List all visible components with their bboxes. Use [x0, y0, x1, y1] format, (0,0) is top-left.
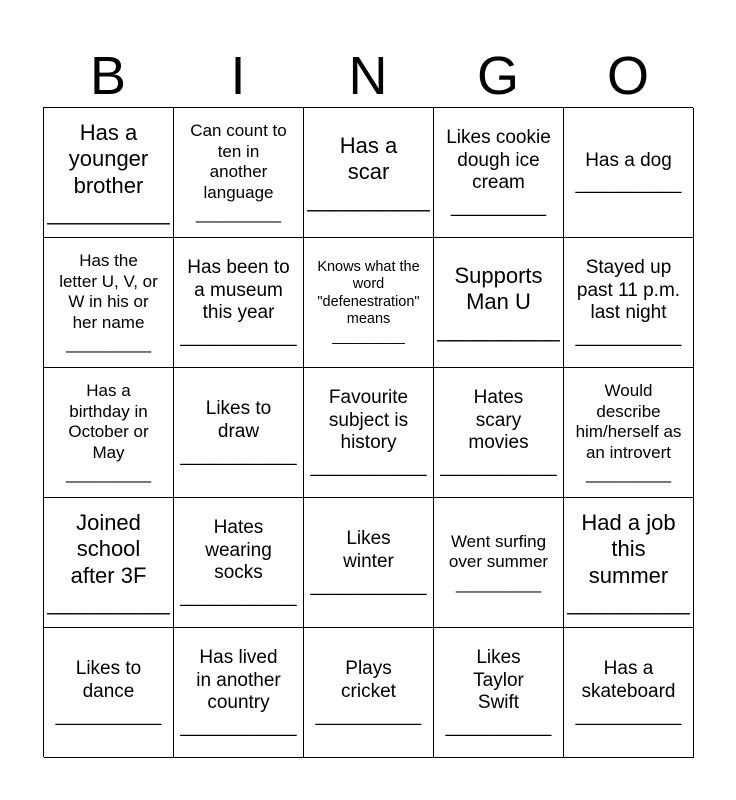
- bingo-cell[interactable]: [174, 368, 304, 498]
- cell-text: Likes to dance: [75, 658, 142, 703]
- bingo-cell[interactable]: [304, 628, 434, 758]
- cell-text: Has lived in another country: [196, 646, 281, 714]
- cell-text: Stayed up past 11 p.m. last night: [576, 256, 681, 324]
- cell-blank-line: __________: [575, 326, 682, 348]
- bingo-cell[interactable]: [174, 238, 304, 368]
- cell-blank-line: __________: [307, 186, 430, 212]
- cell-text: Has a skateboard: [581, 658, 676, 703]
- cell-blank-line: __________: [47, 589, 170, 615]
- bingo-cell[interactable]: [44, 238, 174, 368]
- cell-blank-line: __________: [437, 316, 560, 342]
- cell-text: Knows what the word "defenestration" means: [317, 258, 420, 327]
- bingo-cell[interactable]: [564, 368, 694, 498]
- cell-blank-line: __________: [575, 173, 682, 195]
- bingo-cell[interactable]: [174, 628, 304, 758]
- bingo-cell[interactable]: [434, 498, 564, 628]
- cell-text: Likes cookie dough ice cream: [446, 126, 551, 194]
- cell-blank-line: _________: [65, 333, 152, 353]
- cell-blank-line: ___________: [310, 456, 427, 478]
- cell-blank-line: _________: [450, 196, 547, 218]
- bingo-cell[interactable]: [304, 238, 434, 368]
- bingo-cell[interactable]: [44, 628, 174, 758]
- cell-text: Has been to a museum this year: [187, 256, 290, 324]
- bingo-cell[interactable]: [44, 498, 174, 628]
- cell-text: Likes to draw: [205, 398, 272, 443]
- cell-text: Had a job this summer: [581, 509, 676, 588]
- cell-text: Joined school after 3F: [70, 509, 147, 588]
- bingo-cell[interactable]: [564, 108, 694, 238]
- cell-text: Has a younger brother: [68, 119, 149, 198]
- cell-blank-line: ___________: [180, 326, 297, 348]
- bingo-cell[interactable]: [564, 498, 694, 628]
- cell-text: Has a birthday in October or May: [68, 381, 149, 462]
- cell-text: Has a scar: [339, 133, 398, 185]
- bingo-board: [43, 107, 693, 757]
- header-letter-o: O: [606, 46, 649, 106]
- cell-blank-line: __________: [445, 716, 552, 738]
- cell-blank-line: __________: [575, 704, 682, 726]
- cell-blank-line: __________: [315, 704, 422, 726]
- bingo-cell[interactable]: [174, 498, 304, 628]
- cell-text: Supports Man U: [454, 263, 543, 315]
- cell-blank-line: ___________: [180, 716, 297, 738]
- cell-blank-line: _________: [195, 203, 282, 223]
- bingo-cell[interactable]: [44, 108, 174, 238]
- cell-blank-line: _________: [332, 329, 405, 346]
- cell-blank-line: _________: [455, 573, 542, 593]
- cell-blank-line: _________: [585, 463, 672, 483]
- header-letter-b: B: [89, 46, 127, 106]
- bingo-cell[interactable]: [564, 628, 694, 758]
- bingo-cell[interactable]: [564, 238, 694, 368]
- bingo-cell[interactable]: [44, 368, 174, 498]
- header-letter-g: G: [476, 46, 519, 106]
- cell-blank-line: __________: [47, 199, 170, 225]
- cell-blank-line: __________: [567, 589, 690, 615]
- cell-text: Hates wearing socks: [205, 516, 272, 584]
- cell-blank-line: _________: [65, 463, 152, 483]
- cell-blank-line: __________: [55, 704, 162, 726]
- bingo-cell[interactable]: [434, 108, 564, 238]
- header-letter-n: N: [348, 46, 388, 106]
- bingo-cell[interactable]: [304, 108, 434, 238]
- bingo-header: [43, 44, 693, 108]
- bingo-cell[interactable]: [434, 368, 564, 498]
- cell-text: Has a dog: [585, 149, 672, 171]
- cell-text: Plays cricket: [341, 658, 396, 703]
- header-letter-i: I: [230, 46, 246, 106]
- cell-text: Can count to ten in another language: [190, 121, 287, 202]
- cell-blank-line: ___________: [440, 456, 557, 478]
- cell-blank-line: ___________: [310, 574, 427, 596]
- bingo-cell[interactable]: [434, 628, 564, 758]
- cell-text: Has the letter U, V, or W in his or her name: [59, 251, 158, 332]
- bingo-cell[interactable]: [304, 498, 434, 628]
- cell-blank-line: ___________: [180, 586, 297, 608]
- bingo-cell[interactable]: [304, 368, 434, 498]
- cell-blank-line: ___________: [180, 444, 297, 466]
- bingo-cell[interactable]: [434, 238, 564, 368]
- cell-text: Would describe him/herself as an introvert: [575, 381, 682, 462]
- cell-text: Went surfing over summer: [448, 531, 549, 572]
- cell-text: Likes winter: [343, 528, 394, 573]
- cell-text: Hates scary movies: [468, 386, 529, 454]
- bingo-cell[interactable]: [174, 108, 304, 238]
- cell-text: Favourite subject is history: [328, 386, 409, 454]
- cell-text: Likes Taylor Swift: [473, 646, 524, 714]
